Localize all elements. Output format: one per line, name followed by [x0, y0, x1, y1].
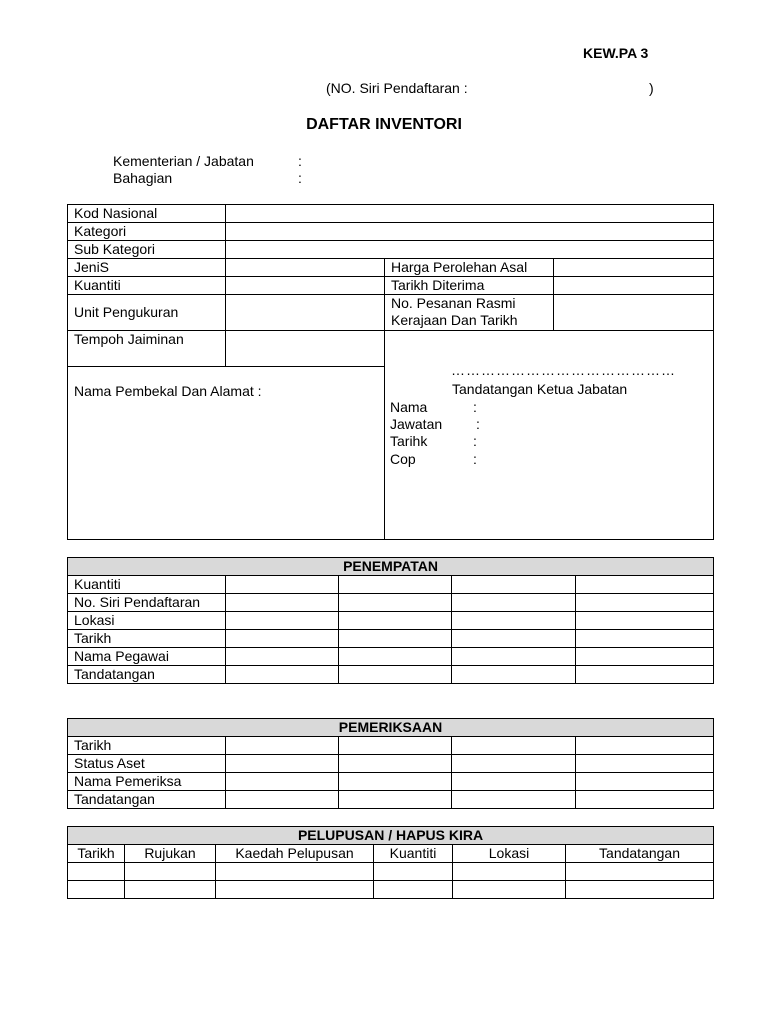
- pelupusan-col-kuantiti: Kuantiti: [374, 845, 453, 863]
- pemeriksaan-cell: [452, 773, 576, 791]
- tarikh-diterima-value: [554, 277, 714, 295]
- signature-field-cop: [390, 451, 477, 468]
- pemeriksaan-cell: [576, 755, 714, 773]
- pelupusan-cell: [216, 863, 374, 881]
- signature-field-label: Tarihk: [390, 433, 428, 449]
- penempatan-cell: [452, 630, 576, 648]
- pemeriksaan-cell: [576, 737, 714, 755]
- pelupusan-cell: [68, 863, 125, 881]
- pelupusan-cell: [453, 881, 566, 899]
- penempatan-cell: [226, 594, 339, 612]
- page-title: DAFTAR INVENTORI: [306, 116, 462, 133]
- pelupusan-cell: [453, 863, 566, 881]
- harga-value: [554, 259, 714, 277]
- pemeriksaan-cell: [226, 791, 339, 809]
- harga-label: Harga Perolehan Asal: [385, 259, 554, 277]
- penempatan-cell: [339, 594, 452, 612]
- signature-field-colon: :: [473, 399, 477, 415]
- penempatan-cell: [226, 612, 339, 630]
- kod-nasional-value: [226, 205, 714, 223]
- division-label: Bahagian: [113, 170, 173, 186]
- pelupusan-col-rujukan: Rujukan: [125, 845, 216, 863]
- kategori-value: [226, 223, 714, 241]
- penempatan-cell: [226, 666, 339, 684]
- pelupusan-cell: [566, 863, 714, 881]
- pelupusan-table: [67, 826, 714, 899]
- penempatan-cell: [576, 630, 714, 648]
- penempatan-cell: [452, 612, 576, 630]
- penempatan-cell: [226, 576, 339, 594]
- tempoh-jaiminan-value: [226, 331, 385, 367]
- tempoh-jaiminan-label: Tempoh Jaiminan: [68, 331, 226, 367]
- sub-kategori-label: Sub Kategori: [68, 241, 226, 259]
- pemeriksaan-table: [67, 718, 714, 809]
- pemeriksaan-cell: [339, 791, 452, 809]
- tarikh-diterima-label: Tarikh Diterima: [385, 277, 554, 295]
- sub-kategori-value: [226, 241, 714, 259]
- kategori-label: Kategori: [68, 223, 226, 241]
- penempatan-row-label: No. Siri Pendaftaran: [68, 594, 226, 612]
- pemeriksaan-row-label: Tandatangan: [68, 791, 226, 809]
- penempatan-table: [67, 557, 714, 684]
- penempatan-cell: [226, 648, 339, 666]
- ministry-label: Kementerian / Jabatan: [113, 153, 254, 169]
- penempatan-title: PENEMPATAN: [68, 558, 714, 576]
- form-code: KEW.PA 3: [583, 45, 649, 61]
- signature-line: ………………………………………: [451, 362, 676, 378]
- pesanan-value: [554, 295, 714, 331]
- penempatan-cell: [339, 612, 452, 630]
- penempatan-cell: [452, 576, 576, 594]
- pemeriksaan-cell: [339, 773, 452, 791]
- penempatan-cell: [452, 648, 576, 666]
- pesanan-label-line2: Kerajaan Dan Tarikh: [391, 312, 518, 328]
- signature-field-tarihk: [390, 433, 477, 450]
- ministry-colon: :: [298, 153, 302, 169]
- penempatan-row-label: Tarikh: [68, 630, 226, 648]
- penempatan-cell: [339, 630, 452, 648]
- pemeriksaan-cell: [576, 773, 714, 791]
- signature-field-label: Cop: [390, 451, 416, 467]
- signature-field-nama: [390, 399, 477, 416]
- penempatan-cell: [339, 666, 452, 684]
- pelupusan-title: PELUPUSAN / HAPUS KIRA: [68, 827, 714, 845]
- pembekal-label: Nama Pembekal Dan Alamat :: [68, 367, 385, 540]
- signature-field-label: Nama: [390, 399, 428, 415]
- penempatan-row-label: Nama Pegawai: [68, 648, 226, 666]
- penempatan-row-label: Kuantiti: [68, 576, 226, 594]
- penempatan-cell: [452, 594, 576, 612]
- pemeriksaan-row-label: Status Aset: [68, 755, 226, 773]
- signature-field-jawatan: [390, 416, 480, 433]
- pemeriksaan-cell: [226, 755, 339, 773]
- registration-number-label: (NO. Siri Pendaftaran :: [326, 80, 468, 96]
- unit-pengukuran-value: [226, 295, 385, 331]
- pelupusan-col-tandatangan: Tandatangan: [566, 845, 714, 863]
- penempatan-cell: [576, 666, 714, 684]
- kod-nasional-label: Kod Nasional: [68, 205, 226, 223]
- penempatan-cell: [576, 576, 714, 594]
- pelupusan-cell: [374, 863, 453, 881]
- signature-field-colon: :: [473, 451, 477, 467]
- penempatan-cell: [576, 648, 714, 666]
- penempatan-cell: [576, 594, 714, 612]
- pemeriksaan-cell: [339, 755, 452, 773]
- pelupusan-col-kaedah: Kaedah Pelupusan: [216, 845, 374, 863]
- pelupusan-cell: [216, 881, 374, 899]
- signature-field-colon: :: [473, 433, 477, 449]
- pelupusan-cell: [68, 881, 125, 899]
- signature-field-label: Jawatan: [390, 416, 443, 432]
- pemeriksaan-cell: [452, 737, 576, 755]
- pelupusan-cell: [566, 881, 714, 899]
- signature-field-colon: :: [476, 416, 480, 432]
- pemeriksaan-cell: [576, 791, 714, 809]
- pemeriksaan-cell: [452, 755, 576, 773]
- pelupusan-col-lokasi: Lokasi: [453, 845, 566, 863]
- pelupusan-cell: [125, 863, 216, 881]
- pemeriksaan-row-label: Tarikh: [68, 737, 226, 755]
- penempatan-cell: [226, 630, 339, 648]
- pesanan-label-line1: No. Pesanan Rasmi: [391, 295, 516, 311]
- penempatan-cell: [576, 612, 714, 630]
- kuantiti-label: Kuantiti: [68, 277, 226, 295]
- pemeriksaan-cell: [339, 737, 452, 755]
- unit-pengukuran-label: Unit Pengukuran: [68, 295, 226, 331]
- jenis-label: JeniS: [68, 259, 226, 277]
- signature-title: Tandatangan Ketua Jabatan: [452, 381, 628, 397]
- penempatan-cell: [452, 666, 576, 684]
- pemeriksaan-cell: [226, 773, 339, 791]
- pelupusan-cell: [374, 881, 453, 899]
- pemeriksaan-cell: [226, 737, 339, 755]
- pelupusan-col-tarikh: Tarikh: [68, 845, 125, 863]
- pemeriksaan-title: PEMERIKSAAN: [68, 719, 714, 737]
- jenis-value: [226, 259, 385, 277]
- penempatan-row-label: Tandatangan: [68, 666, 226, 684]
- pemeriksaan-row-label: Nama Pemeriksa: [68, 773, 226, 791]
- kuantiti-value: [226, 277, 385, 295]
- penempatan-cell: [339, 576, 452, 594]
- registration-number-close: ): [649, 80, 654, 96]
- division-colon: :: [298, 170, 302, 186]
- penempatan-row-label: Lokasi: [68, 612, 226, 630]
- pesanan-label: [385, 295, 554, 331]
- penempatan-cell: [339, 648, 452, 666]
- pemeriksaan-cell: [452, 791, 576, 809]
- pelupusan-cell: [125, 881, 216, 899]
